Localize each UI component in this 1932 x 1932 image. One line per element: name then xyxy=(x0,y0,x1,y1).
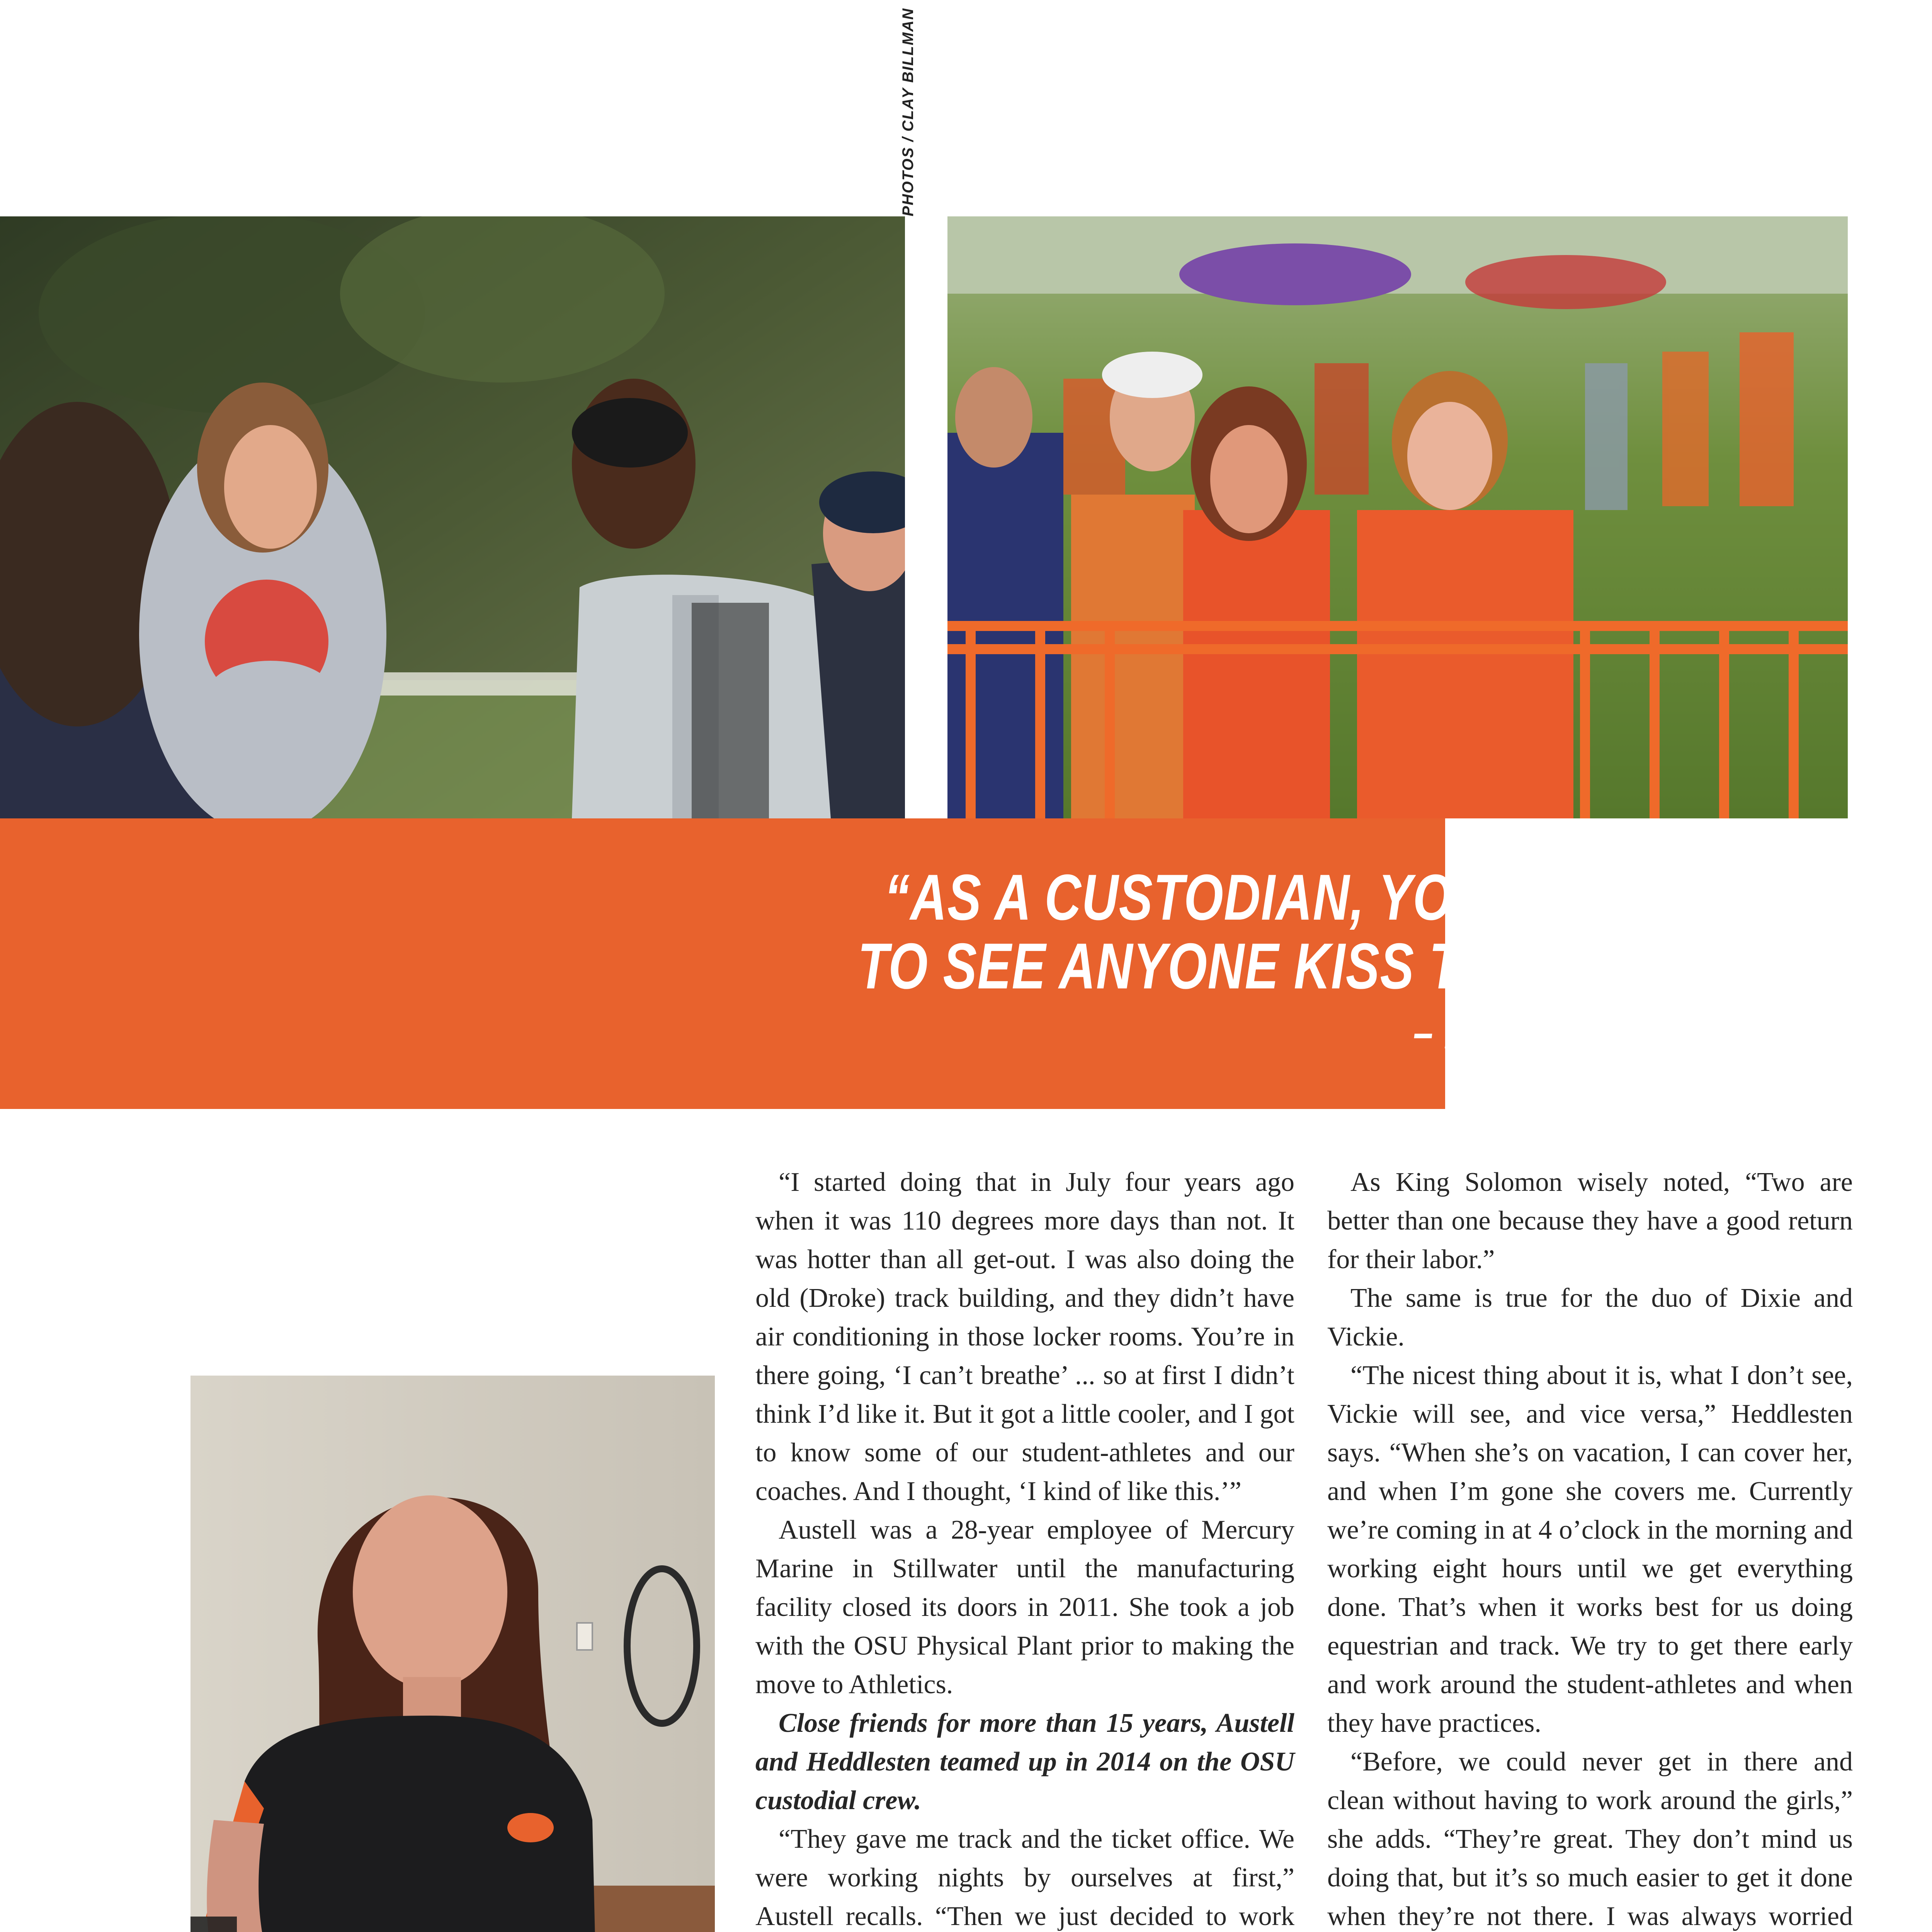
pull-quote-attribution: – DIXIE HEDDLESTEN xyxy=(1413,1007,1798,1058)
pull-quote-line-1: “AS A CUSTODIAN, YOU DON’T LIKE xyxy=(884,861,1798,934)
paragraph: “They gave me track and the ticket office. We were working nights by ourselves at first,” Austell recalls. “Then we just decided to work xyxy=(755,1824,1294,1931)
portrait-photo xyxy=(190,1376,715,1932)
paragraph: As King Solomon wisely noted, “Two are better than one because they have a good return for their labor.” xyxy=(1327,1167,1853,1274)
photo-credit: PHOTOS / CLAY BILLMAN xyxy=(900,8,917,216)
paragraph: “The nicest thing about it is, what I don’t see, Vickie will see, and vice versa,” Heddlesten says. “When she’s on vacation, I can cover her, and when I’m gone she covers me. Currently we’re coming in at 4 o’clock in the morning and working eight hours until we get everything done. That’s when it works best for us doing equestrian and track. We try to get there early and work around the student-athletes and when they have practices. xyxy=(1327,1361,1853,1738)
pull-quote-line-2: TO SEE ANYONE KISS THE TROPHY.” xyxy=(858,930,1798,1002)
lead-paragraph: Close friends for more than 15 years, Austell and Heddlesten teamed up in 2014 on the OSU custodial crew. xyxy=(755,1708,1294,1815)
paragraph: The same is true for the duo of Dixie and Vickie. xyxy=(1327,1283,1853,1352)
paragraph: “I started doing that in July four years ago when it was 110 degrees more days than not. It was hotter than all get-out. I was also doing the old (Droke) track building, and they didn’t have air conditioning in those locker rooms. You’re in there going, ‘I can’t breathe’ ... so at first I didn’t think I’d like it. But it got a little cooler, and I got to know some of our student-athletes and our coaches. And I thought, ‘I kind of like this.’” xyxy=(755,1167,1294,1506)
photo-fans xyxy=(947,216,1848,818)
paragraph: “Before, we could never get in there and clean without having to work around the girls,” she adds. “They’re great. They don’t mind us doing that, but it’s so much easier to get it done when they’re not there. I was always worried xyxy=(1327,1747,1853,1931)
photo-meeting xyxy=(0,216,905,818)
paragraph: Austell was a 28-year employee of Mercury Marine in Stillwater until the manufacturing facility closed its doors in 2011. She took a job with the OSU Physical Plant prior to making the move to Athletics. xyxy=(755,1515,1294,1699)
article-column-1 xyxy=(755,1163,1294,1932)
article-column-2 xyxy=(1327,1163,1853,1932)
